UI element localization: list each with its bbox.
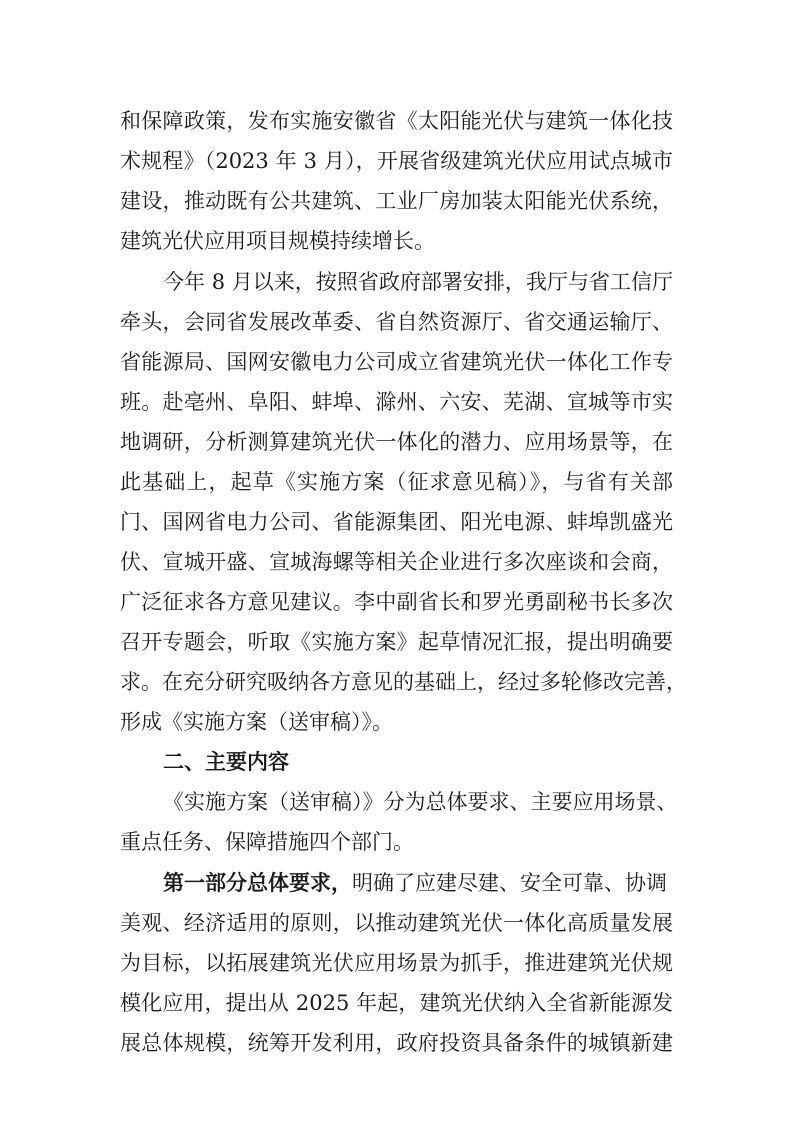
paragraph-line: 此基础上，起草《实施方案（征求意见稿）》，与省有关部 <box>120 470 673 494</box>
paragraph-line: 术规程》（2023 年 3 月），开展省级建筑光伏应用试点城市 <box>120 149 673 173</box>
paragraph-line: 召开专题会，听取《实施方案》起草情况汇报，提出明确要 <box>120 630 673 654</box>
paragraph-line: 牵头，会同省发展改革委、省自然资源厅、省交通运输厅、 <box>120 310 673 334</box>
paragraph-line: 展总体规模，统筹开发利用，政府投资具备条件的城镇新建 <box>120 1031 673 1055</box>
paragraph-line: 模化应用，提出从 2025 年起，建筑光伏纳入全省新能源发 <box>120 991 673 1015</box>
paragraph-line: 伏、宣城开盛、宣城海螺等相关企业进行多次座谈和会商， <box>120 550 673 574</box>
paragraph-line: 建设，推动既有公共建筑、工业厂房加装太阳能光伏系统， <box>120 189 673 213</box>
paragraph-line: 广泛征求各方意见建议。李中副省长和罗光勇副秘书长多次 <box>120 590 673 614</box>
section-heading: 二、主要内容 <box>163 750 289 774</box>
paragraph-line <box>163 869 673 897</box>
paragraph-line: 地调研，分析测算建筑光伏一体化的潜力、应用场景等，在 <box>120 430 673 454</box>
paragraph-line: 美观、经济适用的原则，以推动建筑光伏一体化高质量发展 <box>120 911 673 935</box>
paragraph-line: 《实施方案（送审稿）》分为总体要求、主要应用场景、 <box>163 790 678 814</box>
paragraph-line: 门、国网省电力公司、省能源集团、阳光电源、蚌埠凯盛光 <box>120 510 673 534</box>
paragraph-line: 求。在充分研究吸纳各方意见的基础上，经过多轮修改完善， <box>120 670 687 694</box>
paragraph-line: 和保障政策，发布实施安徽省《太阳能光伏与建筑一体化技 <box>120 109 673 133</box>
paragraph-line: 形成《实施方案（送审稿）》。 <box>120 710 393 734</box>
paragraph-text: 明确了应建尽建、安全可靠、协调 <box>352 871 667 895</box>
paragraph-line: 今年 8 月以来，按照省政府部署安排，我厅与省工信厅 <box>163 270 673 294</box>
paragraph-line: 建筑光伏应用项目规模持续增长。 <box>120 229 435 253</box>
paragraph-line: 为目标，以拓展建筑光伏应用场景为抓手，推进建筑光伏规 <box>120 951 673 975</box>
bold-lead-text: 第一部分总体要求， <box>163 871 352 895</box>
paragraph-line: 重点任务、保障措施四个部门。 <box>120 830 414 854</box>
paragraph-line: 班。赴亳州、阜阳、蚌埠、滁州、六安、芜湖、宣城等市实 <box>120 390 673 414</box>
paragraph-line: 省能源局、国网安徽电力公司成立省建筑光伏一体化工作专 <box>120 350 673 374</box>
